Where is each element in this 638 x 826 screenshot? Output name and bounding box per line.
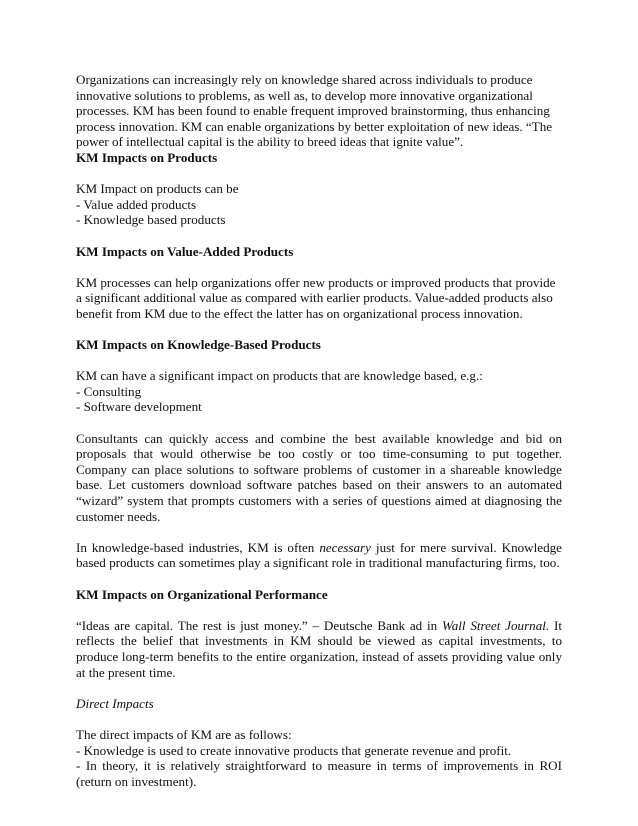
knowledge-based-lead: KM can have a significant impact on products that are knowledge based, e.g.: xyxy=(76,368,483,384)
direct-impacts-list xyxy=(76,727,562,789)
value-added-paragraph: KM processes can help organizations offer new products or improved products that provide a significant additional value as compared with earlier products. Value-added products also benefit from KM due to the effect the latter has on organizational process innovation. xyxy=(76,274,556,321)
spacer xyxy=(76,524,562,540)
heading-org-performance: KM Impacts on Organizational Performance xyxy=(76,586,328,602)
emphasis-text: necessary xyxy=(319,539,371,555)
list-item: - Knowledge based products xyxy=(76,212,226,228)
spacer xyxy=(76,322,562,338)
spacer xyxy=(76,571,562,587)
para-text: just for mere survival. Knowledge based products can sometimes play a significant role in traditional manufacturing firms, too. xyxy=(76,539,562,571)
para-text: “Ideas are capital. The rest is just money.” – Deutsche Bank ad in xyxy=(76,617,442,633)
list-item: - Consulting xyxy=(76,383,142,399)
spacer xyxy=(76,353,562,369)
spacer xyxy=(76,602,562,618)
spacer xyxy=(76,166,562,182)
knowledge-industries-paragraph xyxy=(76,540,562,571)
knowledge-based-list xyxy=(76,368,562,415)
direct-lead: The direct impacts of KM are as follows: xyxy=(76,726,292,742)
para-text: In knowledge-based industries, KM is often xyxy=(76,539,320,555)
document-page xyxy=(76,72,562,789)
spacer xyxy=(76,711,562,727)
list-item: - In theory, it is relatively straightforward to measure in terms of improvements in ROI (return on investment). xyxy=(76,758,562,789)
spacer xyxy=(76,680,562,696)
heading-direct-impacts: Direct Impacts xyxy=(76,695,154,711)
deutsche-bank-paragraph xyxy=(76,618,562,680)
products-list xyxy=(76,181,562,228)
heading-value-added: KM Impacts on Value-Added Products xyxy=(76,243,294,259)
spacer xyxy=(76,228,562,244)
heading-products: KM Impacts on Products xyxy=(76,149,218,165)
spacer xyxy=(76,259,562,275)
products-lead: KM Impact on products can be xyxy=(76,181,239,197)
publication-title: Wall Street Journal. xyxy=(442,617,550,633)
spacer xyxy=(76,415,562,431)
consultants-paragraph: Consultants can quickly access and combine the best available knowledge and bid on proposals that would otherwise be too costly or too time-consuming to put together. Company can place solutions to software problems of customer in a shareable knowledge base. Let customers download software patches based on their answers to an automated “wizard” system that prompts customers with a series of questions aimed at diagnosing the customer needs. xyxy=(76,430,562,524)
list-item: - Software development xyxy=(76,399,202,415)
list-item: - Knowledge is used to create innovative products that generate revenue and profit. xyxy=(76,742,512,758)
para-text: It reflects the belief that investments in KM should be viewed as capital investments, to produce long-term benefits to the entire organization, instead of assets providing value only at the present time. xyxy=(76,617,563,680)
heading-knowledge-based: KM Impacts on Knowledge-Based Products xyxy=(76,337,321,353)
intro-paragraph: Organizations can increasingly rely on knowledge shared across individuals to produce innovative solutions to problems, as well as, to develop more innovative organizational processes. KM has been found to enable frequent improved brainstorming, thus enhancing process innovation. KM can enable organizations by better exploitation of new ideas. “The power of intellectual capital is the ability to breed ideas that ignite value”. xyxy=(76,72,553,150)
list-item: - Value added products xyxy=(76,196,197,212)
